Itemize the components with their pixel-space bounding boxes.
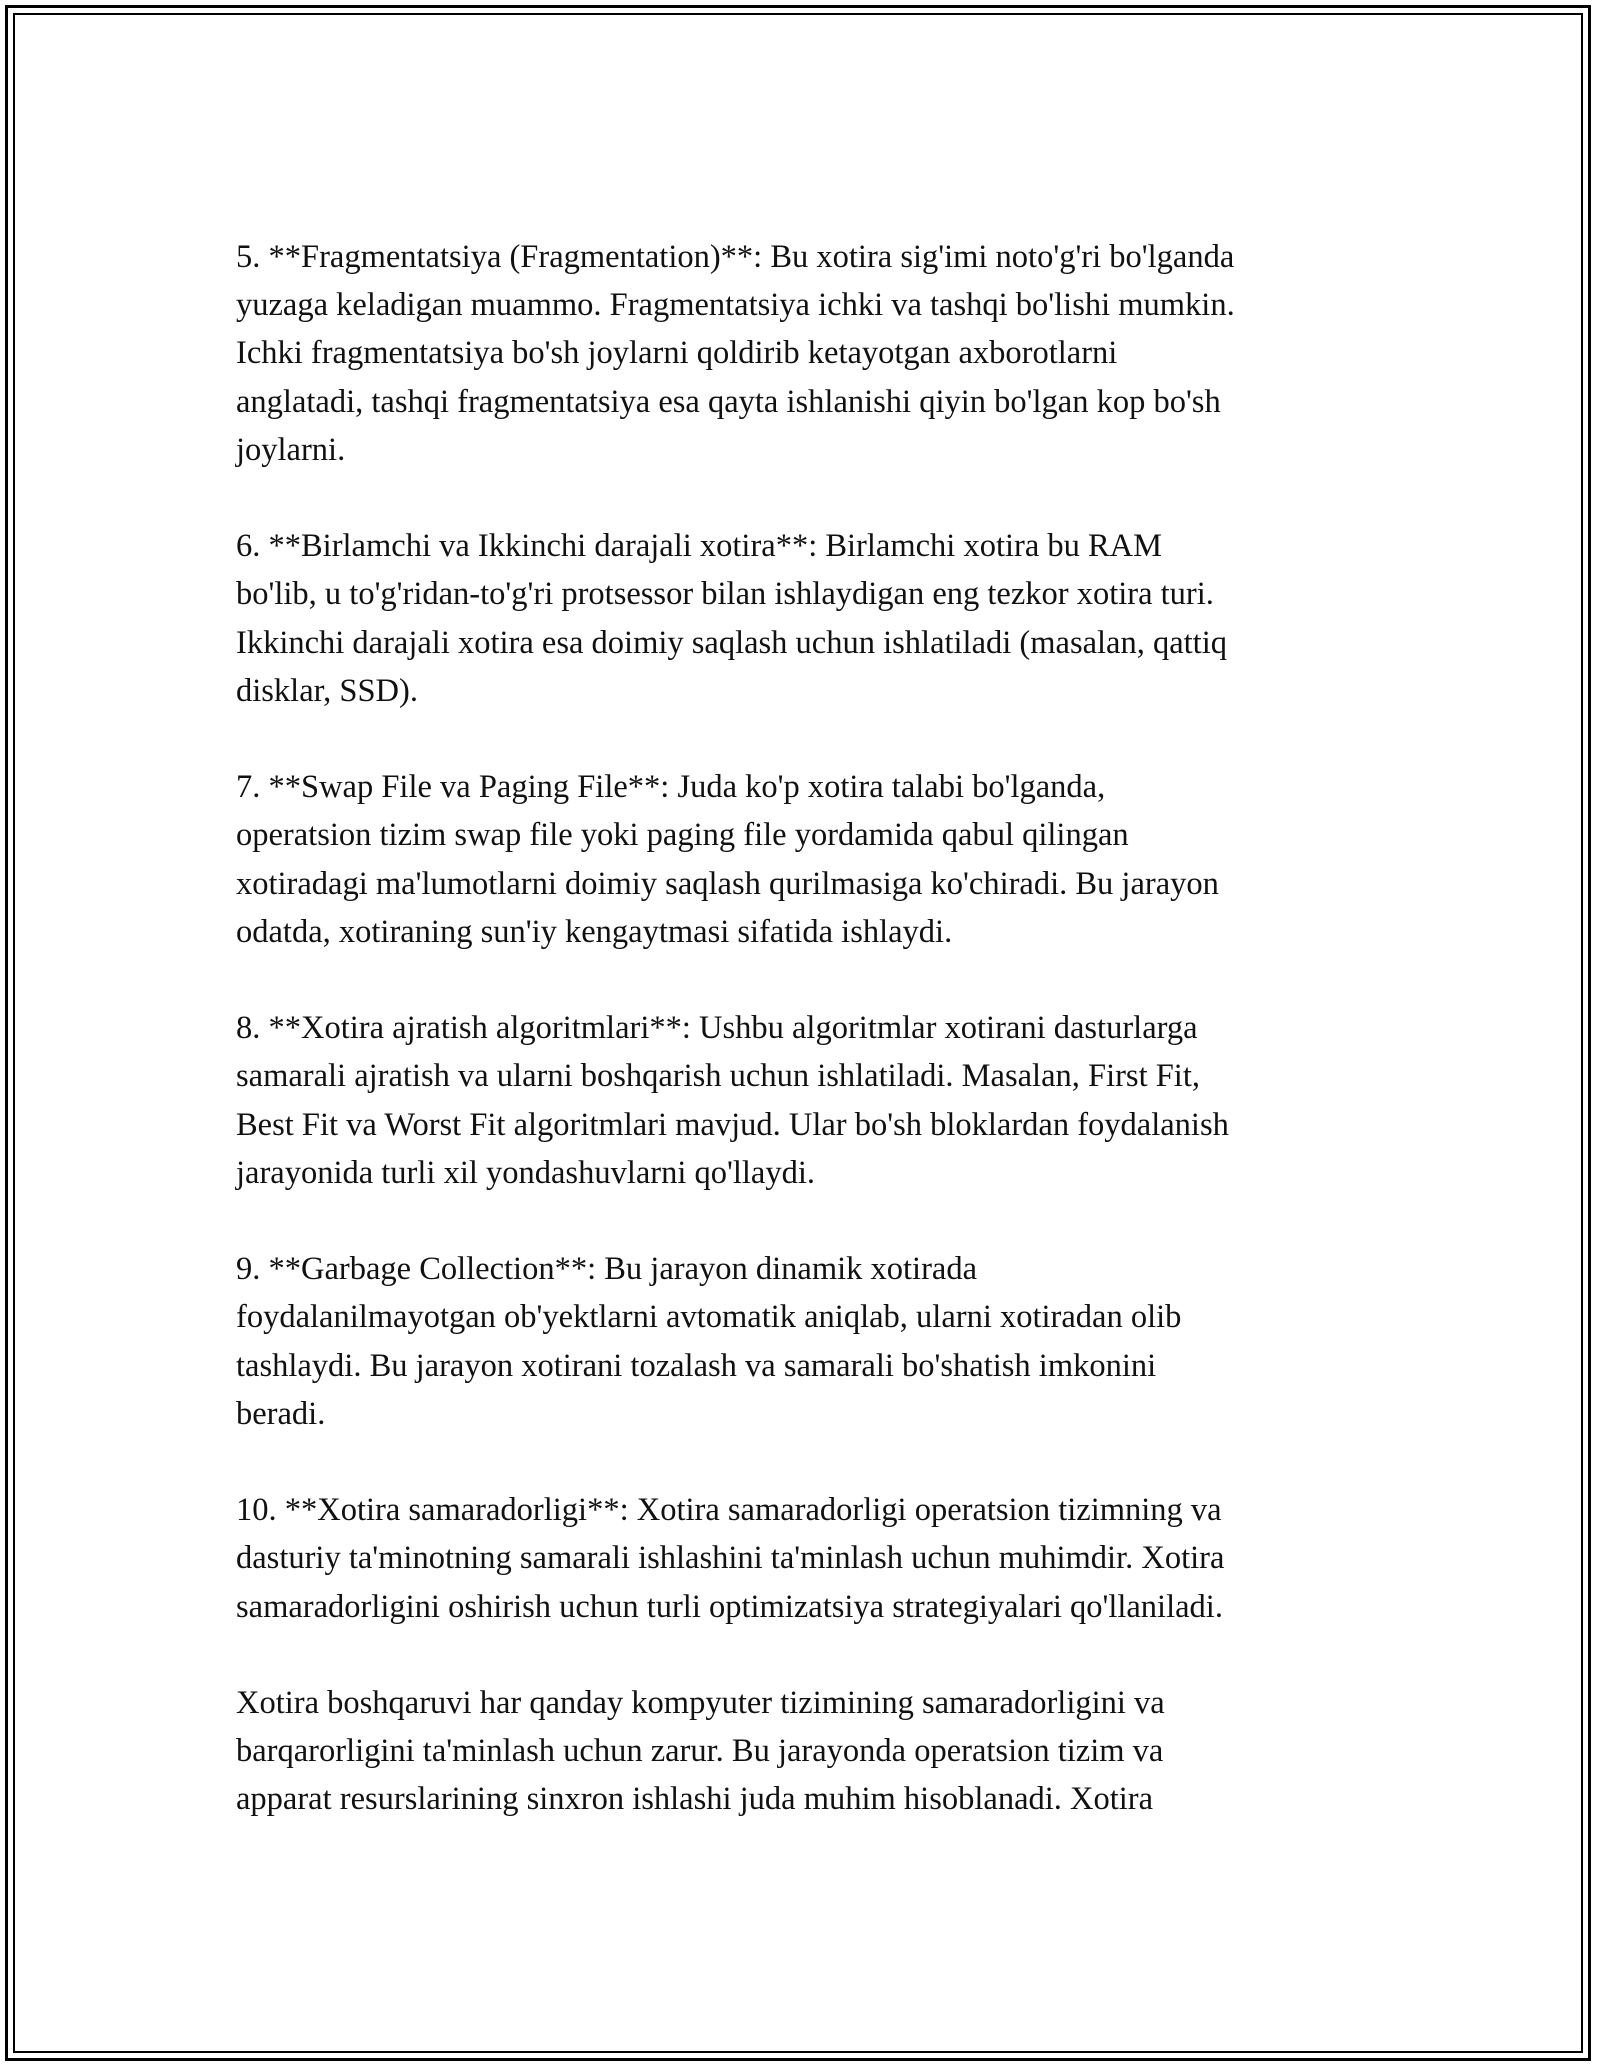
paragraph-fragmentation: 5. **Fragmentatsiya (Fragmentation)**: Bu xotira sig'imi noto'g'ri bo'lganda yuzaga keladigan muammo. Fragmentatsiya ichki va tashqi bo'lishi mumkin. Ichki fragmentatsiya bo'sh joylarni qoldirib ketayotgan axborotlarni anglatadi, tashqi fragmentatsiya esa qayta ishlanishi qiyin bo'lgan kop bo'sh joylarni.	[236, 239, 1235, 468]
paragraph-primary-secondary-memory: 6. **Birlamchi va Ikkinchi darajali xotira**: Birlamchi xotira bu RAM bo'lib, u to'g'ridan-to'g'ri protsessor bilan ishlaydigan eng tezkor xotira turi. Ikkinchi darajali xotira esa doimiy saqlash uchun ishlatiladi (masalan, qattiq disklar, SSD).	[236, 528, 1227, 709]
paragraph-garbage-collection: 9. **Garbage Collection**: Bu jarayon dinamik xotirada foydalanilmayotgan ob'yektlarni avtomatik aniqlab, ularni xotiradan olib tashlaydi. Bu jarayon xotirani tozalash va samarali bo'shatish imkonini beradi.	[236, 1251, 1182, 1432]
document-body	[236, 233, 1386, 1872]
paragraph-conclusion: Xotira boshqaruvi har qanday kompyuter tizimining samaradorligini va barqarorligini ta'minlash uchun zarur. Bu jarayonda operatsion tizim va apparat resurslarining sinxron ishlashi juda muhim hisoblanadi. Xotira	[236, 1685, 1165, 1818]
paragraph-memory-efficiency: 10. **Xotira samaradorligi**: Xotira samaradorligi operatsion tizimning va dasturiy ta'minotning samarali ishlashini ta'minlash uchun muhimdir. Xotira samaradorligini oshirish uchun turli optimizatsiya strategiyalari qo'llaniladi.	[236, 1492, 1225, 1625]
paragraph-allocation-algorithms: 8. **Xotira ajratish algoritmlari**: Ushbu algoritmlar xotirani dasturlarga samarali ajratish va ularni boshqarish uchun ishlatiladi. Masalan, First Fit, Best Fit va Worst Fit algoritmlari mavjud. Ular bo'sh bloklardan foydalanish jarayonida turli xil yondashuvlarni qo'llaydi.	[236, 1010, 1229, 1191]
paragraph-swap-paging-file: 7. **Swap File va Paging File**: Juda ko'p xotira talabi bo'lganda, operatsion tizim swap file yoki paging file yordamida qabul qilingan xotiradagi ma'lumotlarni doimiy saqlash qurilmasiga ko'chiradi. Bu jarayon odatda, xotiraning sun'iy kengaytmasi sifatida ishlaydi.	[236, 769, 1219, 950]
